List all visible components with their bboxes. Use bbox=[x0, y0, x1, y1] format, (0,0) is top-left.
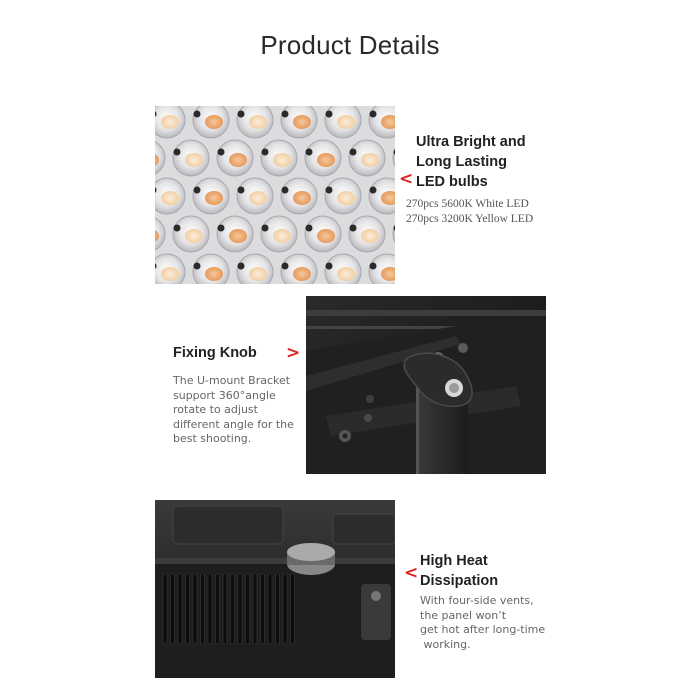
led-bulbs-image bbox=[155, 106, 395, 284]
section-2-body-line: different angle for the bbox=[173, 417, 294, 431]
section-3-body-line: the panel won’t bbox=[420, 608, 507, 622]
section-1-heading-line: Long Lasting bbox=[416, 154, 508, 170]
section-1-body bbox=[406, 197, 533, 226]
section-2-body-line: rotate to adjust bbox=[173, 403, 258, 416]
section-1-heading-line: LED bulbs bbox=[416, 174, 488, 190]
section-1-arrow: < bbox=[399, 169, 414, 189]
section-3-body bbox=[420, 594, 545, 652]
fixing-knob-image bbox=[306, 296, 546, 474]
page-title: Product Details bbox=[260, 30, 440, 60]
section-2-body bbox=[173, 374, 294, 447]
section-2-heading bbox=[173, 343, 257, 363]
section-1-heading bbox=[416, 132, 526, 192]
section-3-arrow: < bbox=[404, 563, 419, 583]
section-3-heading-line: Dissipation bbox=[420, 573, 499, 589]
section-2-body-line: best shooting. bbox=[173, 432, 252, 445]
section-2-arrow: > bbox=[286, 343, 301, 363]
section-1-body-line: 270pcs 3200K Yellow LED bbox=[406, 212, 534, 225]
heat-vents-image bbox=[155, 500, 395, 678]
section-3-heading-line: High Heat bbox=[420, 553, 488, 569]
section-1-heading-line: Ultra Bright and bbox=[416, 134, 526, 150]
section-2-body-line: support 360°angle bbox=[173, 388, 276, 402]
section-2-body-line: The U-mount Bracket bbox=[173, 374, 291, 387]
section-3-body-line: With four-side vents, bbox=[420, 594, 534, 607]
section-2-heading-line: Fixing Knob bbox=[173, 345, 257, 361]
section-3-body-line: working. bbox=[420, 637, 471, 651]
section-3-body-line: get hot after long-time bbox=[420, 623, 546, 636]
section-3-heading bbox=[420, 551, 498, 591]
section-1-body-line: 270pcs 5600K White LED bbox=[406, 198, 529, 210]
